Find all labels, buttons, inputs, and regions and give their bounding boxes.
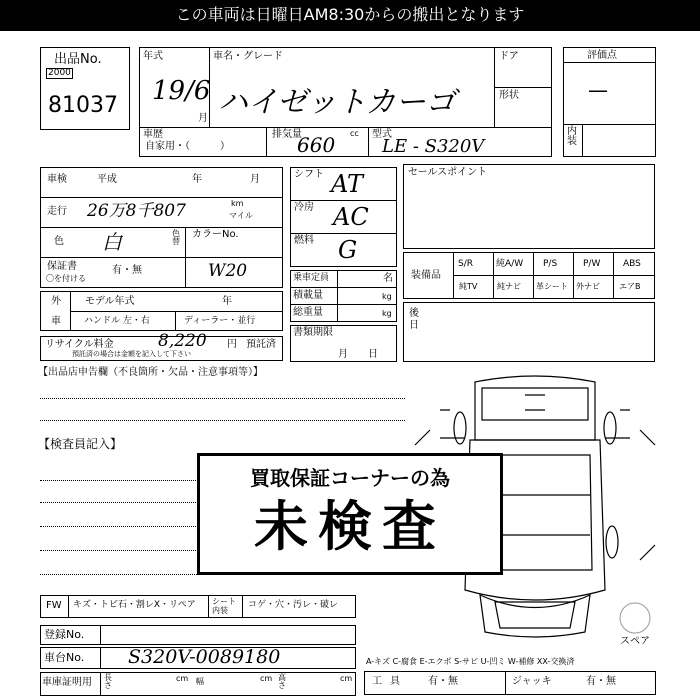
fw-text-1: キズ・トビ石・割レX・リペア (73, 600, 196, 610)
load-label: 積載量 (293, 290, 323, 301)
tools-label: 工具 (372, 676, 408, 687)
damage-legend: A-キズ C-腐食 E-エクボ S-サビ U-凹ミ W-補修 XX-交換済 (366, 657, 575, 666)
warranty-label: 保証書 (47, 261, 77, 272)
color-code: W20 (208, 261, 248, 281)
score-label: 評価点 (587, 50, 617, 61)
shift-label: シフト (294, 169, 324, 180)
recycle-label: リサイクル料金 (45, 339, 114, 350)
chassis-label: 車台No. (44, 651, 85, 664)
mileage-value: 26万8千807 (87, 201, 186, 221)
name-label: 車名・グレード (213, 51, 283, 62)
inspection-label: 車検 (47, 174, 67, 185)
recycle-status: 預託済 (246, 339, 276, 350)
cert-cm-2: cm (260, 674, 273, 683)
color-value: 白 (102, 230, 122, 254)
equip-airbag: エアB (619, 282, 641, 291)
mileage-unit-km: km (231, 199, 244, 208)
warranty-sub: 〇を付ける (46, 274, 86, 283)
displacement-label: 排気量 (272, 129, 302, 140)
capacity-unit: 名 (383, 273, 393, 284)
fw-label: FW (46, 600, 62, 611)
equip-tv: 純TV (459, 282, 478, 291)
equip-abs: ABS (623, 259, 641, 269)
interior-label: 内装 (567, 126, 577, 147)
chassis-value: S320V-0089180 (128, 646, 281, 668)
displacement-unit: cc (350, 129, 359, 138)
recycle-unit: 円 (227, 339, 237, 350)
jack-label: ジャッキ (512, 676, 552, 687)
year-label: 年式 (143, 51, 163, 62)
equip-pw: P/W (583, 259, 601, 269)
fuel-label: 燃料 (294, 235, 314, 246)
import-label-2: 車 (51, 316, 61, 327)
dealer-option: ディーラー・並行 (184, 316, 256, 326)
load-unit: kg (382, 292, 392, 301)
jack-options: 有・無 (586, 676, 616, 687)
cert-height: 高さ (278, 673, 286, 690)
recycle-value: 8,220 (158, 331, 207, 351)
equip-ps: P/S (543, 259, 558, 269)
sales-point-label: セールスポイント (408, 167, 488, 178)
shape-label: 形状 (499, 90, 519, 101)
color-side: 色替 (172, 229, 180, 246)
recycle-note: 預託済の場合は金額を記入して下さい (72, 350, 191, 358)
registration-label: 登録No. (44, 628, 85, 641)
capacity-label: 乗車定員 (293, 273, 330, 283)
fuel-value: G (338, 236, 358, 264)
usage-value: 自家用・（ ） (145, 141, 230, 152)
inspection-year-unit: 年 (192, 174, 202, 185)
stamp-line-2: 未検査 (254, 495, 446, 558)
year-value: 19/6 (152, 76, 211, 106)
aircon-label: 冷房 (294, 202, 314, 213)
tools-options: 有・無 (428, 676, 458, 687)
docs-unit: 月日 (338, 349, 398, 360)
inspector-note-label: 【検査員記入】 (38, 437, 123, 451)
weight-unit: kg (382, 309, 392, 318)
equip-leather: 革シート (536, 282, 568, 291)
lot-number: 81037 (48, 93, 118, 118)
model-label: 型式 (372, 129, 392, 140)
door-label: ドア (499, 51, 519, 62)
cert-cm-3: cm (340, 674, 353, 683)
inspection-era: 平成 (97, 174, 117, 185)
color-code-label: カラーNo. (192, 229, 239, 240)
color-label: 色 (54, 236, 64, 247)
displacement-value: 660 (297, 133, 336, 157)
stamp-line-1: 買取保証コーナーの為 (250, 466, 450, 490)
score-value: — (588, 78, 608, 102)
usage-label: 車歴 (143, 129, 163, 140)
fw-text-2: コゲ・穴・汚レ・破レ (248, 600, 339, 610)
mileage-unit-mile: マイル (229, 211, 253, 220)
lot-label: 出品No. (54, 52, 102, 67)
model-year-unit: 年 (222, 296, 232, 307)
cert-label: 車庫証明用 (42, 677, 92, 688)
import-label-1: 外 (51, 296, 61, 307)
fw-mid: シート内装 (212, 597, 236, 615)
cert-length: 長さ (104, 673, 112, 690)
seller-note-label: 【出品店申告欄（不良箇所・欠品・注意事項等）】 (38, 367, 263, 378)
cert-width: 幅 (196, 677, 204, 686)
cert-cm-1: cm (176, 674, 189, 683)
banner-text: この車両は日曜日AM8:30からの搬出となります (175, 5, 525, 24)
lot-badge: 2000 (48, 68, 71, 78)
model-value: LE - S320V (382, 136, 485, 157)
spare-label: スペア (620, 636, 650, 647)
equip-ext-navi: 外ナビ (576, 282, 600, 291)
rear-label: 後日 (409, 308, 419, 331)
shift-value: AT (331, 170, 364, 198)
equip-aw: 純A/W (496, 259, 524, 269)
aircon-value: AC (333, 203, 369, 231)
equip-sr: S/R (458, 259, 473, 269)
car-name: ハイゼットカーゴ (218, 85, 456, 120)
mileage-label: 走行 (47, 206, 67, 217)
spare-wheel-icon (617, 600, 653, 636)
model-year-label: モデル年式 (85, 296, 135, 307)
inspection-month-unit: 月 (250, 174, 260, 185)
warranty-options: 有・無 (112, 265, 142, 276)
year-month-suffix: 月 (198, 113, 208, 124)
weight-label: 総重量 (293, 307, 323, 318)
handle-option: ハンドル 左・右 (84, 316, 150, 326)
equipment-label: 装備品 (411, 270, 441, 281)
rear-block (403, 302, 655, 362)
docs-label: 書類期限 (293, 327, 333, 338)
equip-navi: 純ナビ (497, 282, 521, 291)
registration-row (40, 625, 356, 645)
